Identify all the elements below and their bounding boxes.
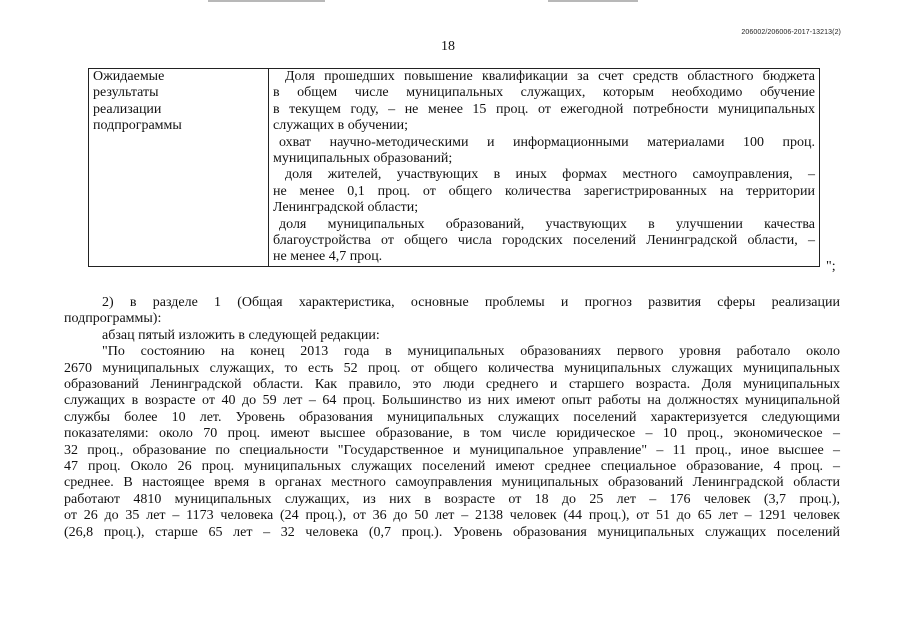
body-line: среднее. В настоящее время в органах местного самоуправления муниципальных образований Ленинградской области — [64, 475, 840, 491]
content-line: муниципальных образований; — [273, 151, 453, 167]
label-line: подпрограммы — [93, 118, 182, 134]
content-line: охват научно-методическими и информационными материалами 100 проц. — [279, 134, 815, 150]
content-line: не менее 0,1 проц. от общего количества зарегистрированных на территории — [273, 183, 815, 199]
expected-results-table — [88, 68, 820, 267]
document-id: 206002/206006-2017-13213(2) — [741, 29, 841, 36]
body-line: 32 проц., образование по специальности "Государственное и муниципальное управление" – 11 проц., иное высшее – — [64, 442, 840, 458]
body-line: 2) в разделе 1 (Общая характеристика, основные проблемы и прогноз развития сферы реализации — [102, 295, 840, 310]
content-line: в общем числе муниципальных служащих, которым необходимо обучение — [273, 85, 815, 101]
table-label-cell — [89, 69, 269, 267]
content-line: доля жителей, участвующих в иных формах местного самоуправления, – — [285, 167, 815, 183]
body-line: (26,8 проц.), старше 65 лет – 32 человека (0,7 проц.). Уровень образования муниципальных служащих поселений — [64, 524, 840, 540]
content-line: благоустройства от общего числа городских поселений Ленинградской области, – — [273, 233, 815, 249]
body-line: показателями: около 70 проц. имеют высшее образование, в том числе юридическое – 10 проц., экономическое – — [64, 426, 840, 442]
body-line: от 26 до 35 лет – 1173 человека (24 проц.), от 36 до 50 лет – 2138 человек (44 проц.), от 51 до 65 лет – 1291 человек — [64, 508, 840, 524]
label-line: результаты — [93, 85, 159, 101]
body-line: абзац пятый изложить в следующей редакции: — [102, 327, 380, 343]
table-content-cell — [269, 69, 820, 267]
body-line: 47 проц. Около 26 проц. муниципальных служащих поселений имеют среднее специальное образование, 4 проц. – — [64, 459, 840, 475]
scan-edge-line-right — [548, 0, 638, 2]
scan-edge-line-left — [208, 0, 325, 2]
body-line: служащих в возрасте от 40 до 59 лет – 64 проц. Большинство из них имеют опыт работы на должностях муниципальной — [64, 393, 840, 409]
content-line: Ленинградской области; — [273, 200, 419, 216]
content-line: не менее 4,7 проц. — [273, 249, 383, 265]
label-line: реализации — [93, 101, 162, 117]
body-line: образований Ленинградской области. Как правило, это люди среднего и старшего возраста. Доля муниципальных — [64, 377, 840, 393]
body-line: "По состоянию на конец 2013 года в муниципальных образованиях первого уровня работало около — [102, 344, 840, 360]
label-line: Ожидаемые — [93, 69, 165, 84]
page-number: 18 — [441, 39, 455, 54]
body-text — [64, 295, 840, 541]
table-row — [89, 69, 820, 267]
body-line: 2670 муниципальных служащих, то есть 52 проц. от общего количества муниципальных служащих муниципальных — [64, 360, 840, 376]
content-line: доля муниципальных образований, участвующих в улучшении качества — [279, 216, 815, 232]
content-line: Доля прошедших повышение квалификации за счет средств областного бюджета — [285, 69, 815, 84]
body-line: работают 4810 муниципальных служащих, из них в возрасте от 18 до 25 лет – 176 человек (3,7 проц.), — [64, 491, 840, 507]
content-line: служащих в обучении; — [273, 118, 408, 134]
body-line: подпрограммы): — [64, 311, 162, 327]
body-line: службы более 10 лет. Уровень образования муниципальных служащих поселений характеризуется следующими — [64, 409, 840, 425]
content-line: в текущем году, – не менее 15 проц. от ежегодной потребности муниципальных — [273, 101, 815, 117]
table-closing-mark: "; — [826, 259, 836, 274]
